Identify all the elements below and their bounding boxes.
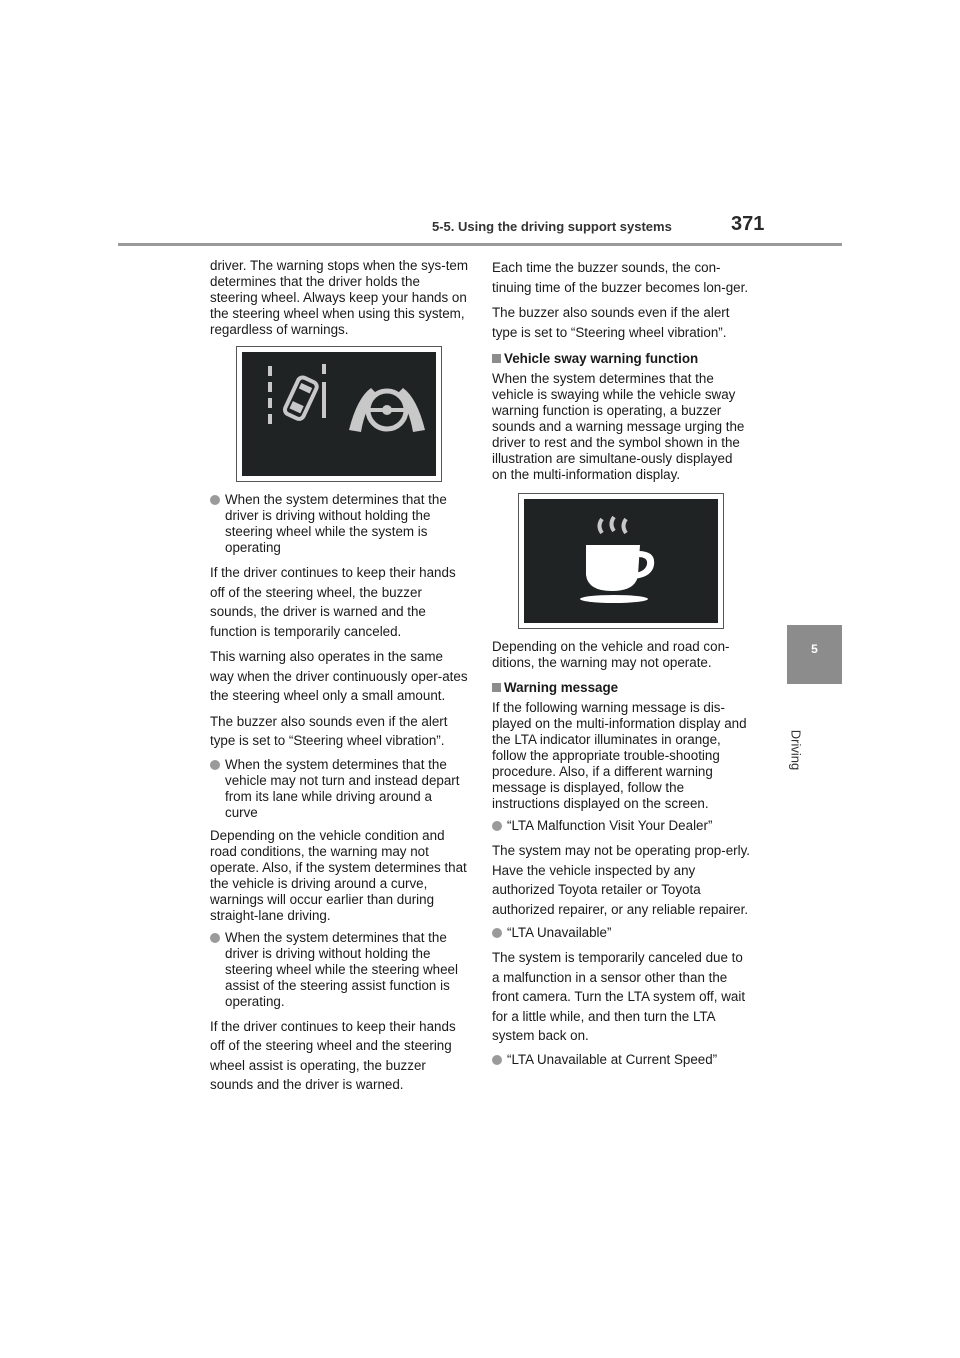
subheading xyxy=(492,680,750,696)
paragraph: If the driver continues to keep their hands off of the steering wheel and the steering wheel assist is operating, the buzzer sounds and the driver is warned. xyxy=(210,1018,456,1092)
header-rule xyxy=(118,243,842,246)
paragraph: This warning also operates in the same way when the driver continuously oper-ates the steering wheel only a small amount. xyxy=(210,649,468,703)
display-screen xyxy=(242,352,436,476)
lane-warning-figure xyxy=(236,346,442,482)
paragraph: Depending on the vehicle and road con-ditions, the warning may not operate. xyxy=(492,639,730,670)
paragraph: The system is temporarily canceled due to a malfunction in a sensor other than the front camera. Turn the LTA system off, wait for a little while, and then turn the LTA system back on. xyxy=(492,950,746,1043)
intro-paragraph: driver. The warning stops when the sys-tem determines that the driver holds the steering wheel. Always keep your hands on the steering wheel when using this system, regardless of warnings. xyxy=(210,258,469,337)
chapter-label-text: Driving xyxy=(788,729,804,771)
square-bullet-icon xyxy=(492,683,501,692)
bullet-item xyxy=(492,925,750,941)
page-number: 371 xyxy=(731,213,765,235)
bullet-item xyxy=(210,492,468,556)
square-bullet-icon xyxy=(492,354,501,363)
paragraph: Depending on the vehicle condition and road conditions, the warning may not operate. Also, if the system determines that the vehicle is driving around a curve, warnings will occur earlier than during straight-lane driving. xyxy=(210,827,467,923)
chapter-tab[interactable] xyxy=(787,625,842,684)
paragraph: If the following warning message is dis-played on the multi-information display and the LTA indicator illuminates in orange, follow the appropriate trouble-shooting procedure. Also, if a different warning message is displayed, follow the instructions displayed on the screen. xyxy=(492,700,747,811)
bullet-item xyxy=(210,930,468,1010)
subheading-text: Vehicle sway warning function xyxy=(504,351,699,366)
sway-warning-figure xyxy=(518,493,724,629)
bullet-dot-icon xyxy=(210,933,220,943)
display-screen xyxy=(524,499,718,623)
subheading-text: Warning message xyxy=(504,680,619,695)
paragraph: The buzzer also sounds even if the alert type is set to “Steering wheel vibration”. xyxy=(210,713,448,748)
bullet-dot-icon xyxy=(492,928,502,938)
bullet-item xyxy=(492,1052,750,1068)
coffee-cup-icon xyxy=(572,513,672,613)
bullet-text: “LTA Unavailable” xyxy=(507,925,612,940)
hands-off-wheel-icon xyxy=(347,380,427,440)
bullet-item xyxy=(210,757,468,821)
bullet-dot-icon xyxy=(492,821,502,831)
right-column xyxy=(492,258,750,1075)
left-column xyxy=(210,258,468,1101)
bullet-item xyxy=(492,818,750,834)
chapter-number: 5 xyxy=(811,642,818,656)
subheading xyxy=(492,351,750,367)
paragraph: When the system determines that the vehicle is swaying while the vehicle sway warning function is operating, a buzzer sounds and a warning message urging the driver to rest and the symbol shown in the illustration are simultane-ously displayed on the multi-information display. xyxy=(492,371,745,482)
paragraph: The system may not be operating prop-erly. Have the vehicle inspected by any authorized Toyota retailer or Toyota authorized repairer, or any reliable repairer. xyxy=(492,843,751,917)
section-title: 5-5. Using the driving support systems xyxy=(432,219,672,234)
lane-departure-icon xyxy=(264,360,334,450)
paragraph: The buzzer also sounds even if the alert type is set to “Steering wheel vibration”. xyxy=(492,305,730,340)
bullet-text: When the system determines that the driver is driving without holding the steering wheel while the system is operating xyxy=(225,492,447,555)
bullet-dot-icon xyxy=(210,760,220,770)
bullet-text: “LTA Unavailable at Current Speed” xyxy=(507,1051,718,1067)
paragraph: If the driver continues to keep their hands off of the steering wheel, the buzzer sounds, the driver is warned and the function is temporarily canceled. xyxy=(210,565,456,639)
paragraph: Each time the buzzer sounds, the con-tinuing time of the buzzer becomes lon-ger. xyxy=(492,260,749,295)
bullet-dot-icon xyxy=(210,495,220,505)
chapter-label xyxy=(786,720,806,780)
bullet-text: “LTA Malfunction Visit Your Dealer” xyxy=(507,818,713,833)
bullet-dot-icon xyxy=(492,1055,502,1065)
bullet-text: When the system determines that the vehicle may not turn and instead depart from its lane while driving around a curve xyxy=(225,756,460,820)
bullet-text: When the system determines that the driver is driving without holding the steering wheel while the steering wheel assist of the steering assist function is operating. xyxy=(225,929,458,1009)
